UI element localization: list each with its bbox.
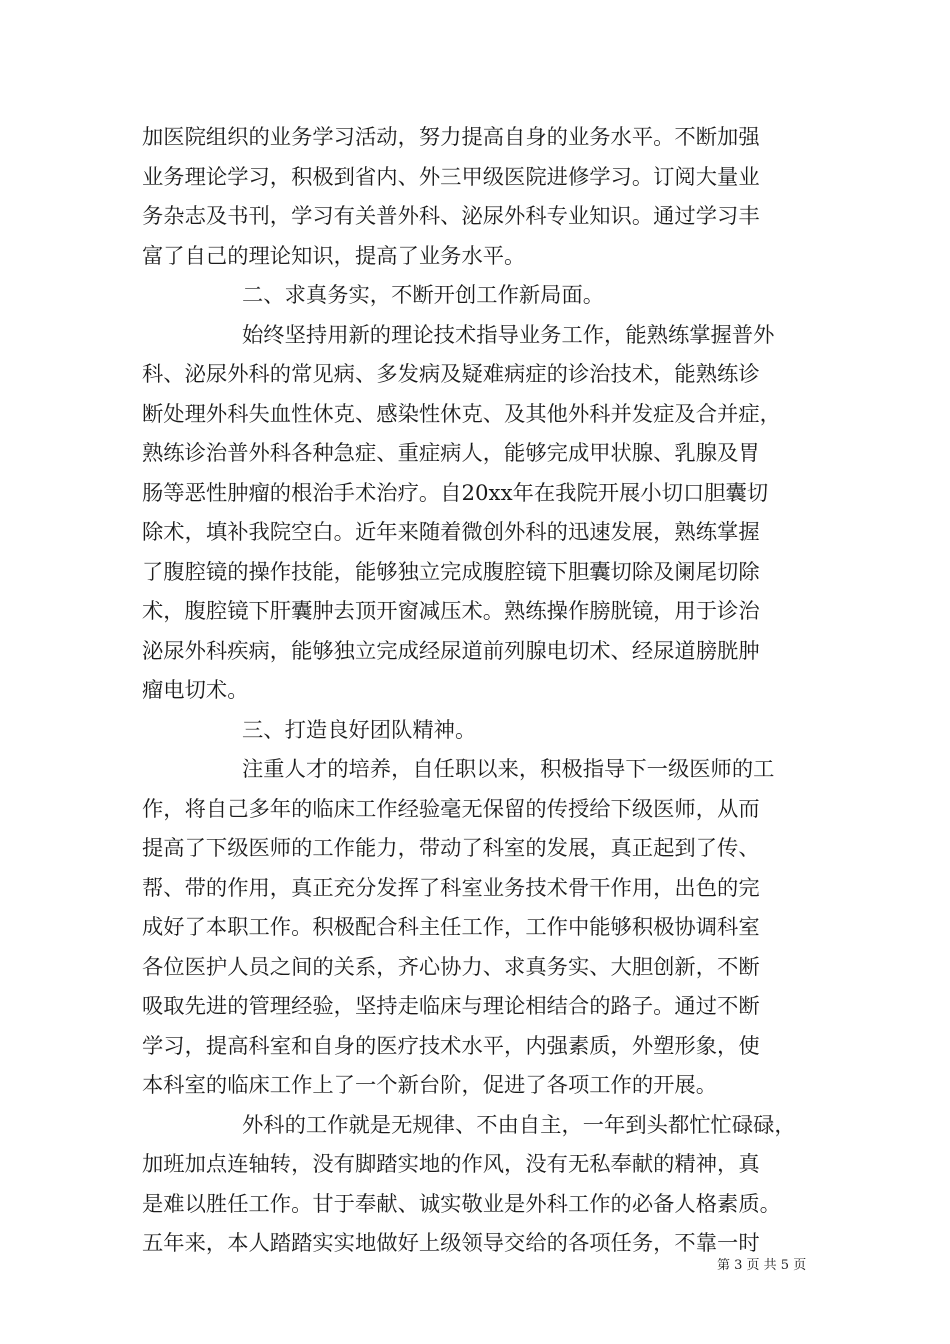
text-line: 成好了本职工作。积极配合科主任工作，工作中能够积极协调科室 bbox=[142, 915, 760, 940]
body-text bbox=[142, 118, 822, 1264]
page-number-footer: 第 3 页 共 5 页 bbox=[717, 1258, 807, 1273]
text-line: 外科的工作就是无规律、不由自主，一年到头都忙忙碌碌， bbox=[242, 1112, 796, 1138]
section-heading: 三、打造良好团队精神。 bbox=[242, 717, 477, 743]
text-line: 本科室的临床工作上了一个新台阶，促进了各项工作的开展。 bbox=[142, 1073, 718, 1098]
text-line: 肠等恶性肿瘤的根治手术治疗。自20xx年在我院开展小切口胆囊切 bbox=[142, 480, 769, 506]
text-line: 始终坚持用新的理论技术指导业务工作，能熟练掌握普外 bbox=[242, 322, 775, 348]
text-line: 泌尿外科疾病，能够独立完成经尿道前列腺电切术、经尿道膀胱肿 bbox=[142, 638, 760, 664]
text-line: 熟练诊治普外科各种急症、重症病人，能够完成甲状腺、乳腺及胃 bbox=[142, 441, 760, 466]
text-line: 五年来，本人踏踏实实地做好上级领导交给的各项任务，不靠一时 bbox=[142, 1231, 760, 1256]
text-line: 注重人才的培养，自任职以来，积极指导下一级医师的工 bbox=[242, 757, 775, 782]
text-line: 断处理外科失血性休克、感染性休克、及其他外科并发症及合并症， bbox=[142, 401, 781, 427]
text-line: 除术，填补我院空白。近年来随着微创外科的迅速发展，熟练掌握 bbox=[142, 520, 760, 545]
text-line: 了腹腔镜的操作技能，能够独立完成腹腔镜下胆囊切除及阑尾切除 bbox=[142, 559, 760, 585]
text-line: 提高了下级医师的工作能力，带动了科室的发展，真正起到了传、 bbox=[142, 836, 760, 861]
text-line: 吸取先进的管理经验，坚持走临床与理论相结合的路子。通过不断 bbox=[142, 994, 760, 1019]
section-heading: 二、求真务实，不断开创工作新局面。 bbox=[242, 283, 605, 308]
text-line: 业务理论学习，积极到省内、外三甲级医院进修学习。订阅大量业 bbox=[142, 164, 760, 190]
text-line: 加班加点连轴转，没有脚踏实地的作风，没有无私奉献的精神，真 bbox=[142, 1152, 760, 1177]
text-line: 科、泌尿外科的常见病、多发病及疑难病症的诊治技术，能熟练诊 bbox=[142, 362, 760, 387]
text-line: 瘤电切术。 bbox=[142, 678, 249, 703]
text-line: 各位医护人员之间的关系，齐心协力、求真务实、大胆创新，不断 bbox=[142, 954, 760, 980]
text-line: 富了自己的理论知识，提高了业务水平。 bbox=[142, 243, 526, 269]
text-line: 务杂志及书刊，学习有关普外科、泌尿外科专业知识。通过学习丰 bbox=[142, 204, 760, 229]
text-line: 术，腹腔镜下肝囊肿去顶开窗减压术。熟练操作膀胱镜，用于诊治 bbox=[142, 599, 760, 624]
text-line: 学习，提高科室和自身的医疗技术水平，内强素质，外塑形象，使 bbox=[142, 1033, 760, 1059]
text-line: 是难以胜任工作。甘于奉献、诚实敬业是外科工作的必备人格素质。 bbox=[142, 1191, 781, 1217]
text-line: 作，将自己多年的临床工作经验毫无保留的传授给下级医师，从而 bbox=[142, 796, 760, 822]
text-line: 帮、带的作用，真正充分发挥了科室业务技术骨干作用，出色的完 bbox=[142, 875, 760, 901]
text-line: 加医院组织的业务学习活动，努力提高自身的业务水平。不断加强 bbox=[142, 125, 760, 150]
